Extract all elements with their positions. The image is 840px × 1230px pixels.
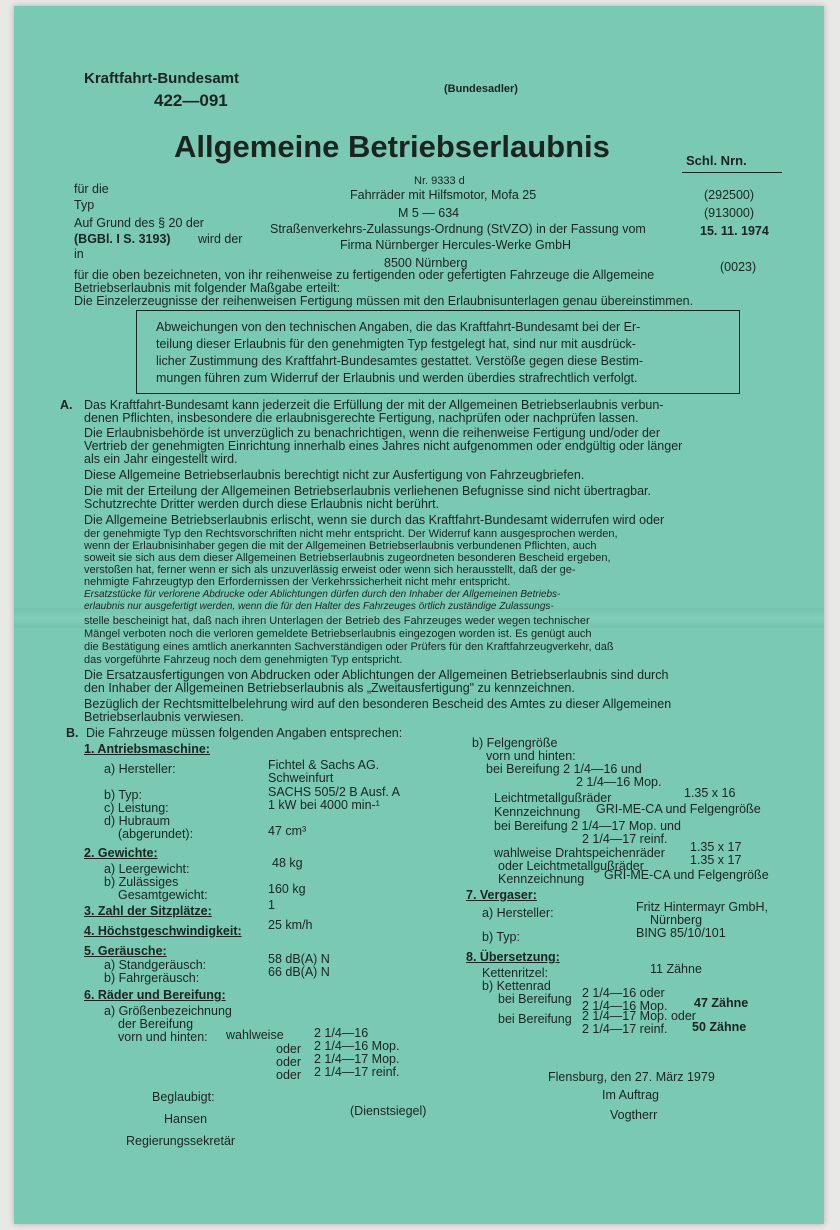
field-value: 1.35 x 17 [690,840,742,854]
heading-gewichte: 2. Gewichte: [84,846,158,860]
field-label: b) Zulässiges [104,875,179,889]
field-value: SACHS 505/2 B Ausf. A [268,785,401,799]
field-label: bei Bereifung 2 1/4—16 und [486,762,642,776]
field-value: 11 Zähne [650,962,702,976]
section-a-line: Mängel verboten noch die verloren gemeldete Betriebserlaubnis eingezogen worden ist. Es genügt auch [84,628,592,640]
code-1: (292500) [704,188,755,202]
field-label: vorn und hinten: [118,1030,208,1044]
form-number: 422—091 [154,91,228,110]
field-value: GRI-ME-CA und Felgengröße [596,802,761,816]
typ-label: Typ [74,198,95,212]
heading-antriebsmaschine: 1. Antriebsmaschine: [84,742,210,756]
heading-raeder: 6. Räder und Bereifung: [84,988,226,1002]
notice-line: teilung dieser Erlaubnis für den genehmigten Typ festgelegt hat, sind nur mit ausdrück- [156,337,636,351]
field-label: d) Hubraum [104,814,170,828]
heading-geraeusche: 5. Geräusche: [84,944,167,958]
section-a-line: verstoßen hat, ferner wenn er sich als unzuverlässig erweist oder wenn sich herausstellt, daß der ge- [84,564,576,576]
heading-sitzplaetze: 3. Zahl der Sitzplätze: [84,904,212,918]
place-date: Flensburg, den 27. März 1979 [548,1070,715,1084]
field-label: oder Leichtmetallgußräder [498,859,644,873]
intro-line: Die Einzelerzeugnisse der reihenweisen Fertigung müssen mit den Erlaubnisunterlagen genau übereinstimmen. [74,294,694,308]
section-a-line: erlaubnis nur ausgefertigt werden, wenn die für den Halter des Fahrzeuges örtlich zuständige Zulassungs- [84,601,554,612]
field-value: 47 cm³ [268,824,307,838]
field-value: GRI-ME-CA und Felgengröße [604,868,769,882]
firm-city: 8500 Nürnberg [384,256,468,270]
section-a-line: Betriebserlaubnis verwiesen. [84,710,244,724]
section-a-line: Die Erlaubnisbehörde ist unverzüglich zu benachrichtigen, wenn die reihenweise Fertigung und/oder der [84,426,661,440]
intro-line: für die oben bezeichneten, von ihr reihenweise zu fertigenden oder gefertigten Fahrzeuge die Allgemeine [74,268,655,282]
field-value: 2 1/4—16 Mop. [314,1039,400,1053]
field-label: bei Bereifung [498,992,572,1006]
intro-line: Betriebserlaubnis mit folgender Maßgabe erteilt: [74,281,341,295]
schl-nrn-rule [682,172,782,173]
notice-line: licher Zustimmung des Kraftfahrt-Bundesamtes gestattet. Verstöße gegen diese Bestim- [156,354,644,368]
section-a-line: Ersatzstücke für verlorene Abdrucke oder Ablichtungen dürfen durch den Inhaber der Allgemeinen Betriebs- [84,589,561,600]
field-value: 160 kg [268,882,306,896]
field-label: Kennzeichnung [498,872,585,886]
field-label: b) Typ: [104,788,142,802]
field-label: b) Typ: [482,930,520,944]
section-a-line: den Inhaber der Allgemeinen Betriebserlaubnis als „Zweitausfertigung" zu kennzeichnen. [84,681,575,695]
field-value: 2 1/4—17 reinf. [582,1022,668,1036]
field-label: oder [276,1055,302,1069]
field-value: 2 1/4—16 Mop. [582,999,668,1013]
section-a-line: Bezüglich der Rechtsmittelbelehrung wird auf den besonderen Bescheid des Amtes zu dieser Allgemeinen [84,697,672,711]
notice-line: mungen führen zum Widerruf der Erlaubnis und werden überdies strafrechtlich verfolgt. [156,371,638,385]
field-label: Kettenritzel: [482,966,549,980]
field-label: b) Fahrgeräusch: [104,971,200,985]
section-a-line: stelle bescheinigt hat, daß nach ihren Unterlagen der Betrieb des Fahrzeuges weder wegen technischer [84,615,590,627]
field-label: a) Hersteller: [104,762,176,776]
auf-grund-2: (BGBl. I S. 3193) [74,232,171,246]
field-value: 25 km/h [268,918,313,932]
field-value: 2 1/4—17 Mop. oder [582,1009,696,1023]
notice-line: Abweichungen von den technischen Angaben, die das Kraftfahrt-Bundesamt bei der Er- [156,320,641,334]
field-label: b) Kettenrad [482,979,551,993]
field-label: oder [276,1068,302,1082]
section-a-line: wenn der Erlaubnisinhaber gegen die mit der Allgemeinen Betriebserlaubnis verbundenen Pflichten, auch [84,540,597,552]
page-title: Allgemeine Betriebserlaubnis [174,129,610,164]
hansen-name: Hansen [164,1112,208,1126]
field-value: 1.35 x 16 [684,786,736,800]
field-label: Kennzeichnung [494,805,581,819]
field-label: oder [276,1042,302,1056]
field-value: 48 kg [272,856,303,870]
schl-nrn-label: Schl. Nrn. [686,153,747,168]
beglaubigt-label: Beglaubigt: [152,1090,215,1104]
firm-name: Firma Nürnberger Hercules-Werke GmbH [340,238,572,252]
field-value: 47 Zähne [694,996,749,1010]
field-value: Schweinfurt [268,771,334,785]
field-label: bei Bereifung [498,1012,572,1026]
field-value: Fritz Hintermayr GmbH, [636,900,768,914]
section-a-line: Schutzrechte Dritter werden durch diese Erlaubnis nicht berührt. [84,497,440,511]
signer-name: Vogtherr [610,1108,658,1122]
section-a-line: der genehmigte Typ den Rechtsvorschriften nicht mehr entspricht. Der Widerruf kann ausgesprochen werden, [84,528,618,540]
field-label: wahlweise [226,1028,284,1042]
code-2: (913000) [704,206,755,220]
field-label: c) Leistung: [104,801,169,815]
in-label: in [74,247,84,261]
law-date: 15. 11. 1974 [700,224,769,238]
field-value: Fichtel & Sachs AG. [268,758,380,772]
auf-grund-1: Auf Grund des § 20 der [74,216,204,230]
section-a-line: Vertrieb der genehmigten Einrichtung innerhalb eines Jahres nicht aufgenommen oder endgültig oder länger [84,439,683,453]
field-value: 2 1/4—17 Mop. [314,1052,400,1066]
section-a-line: soweit sie sich aus dem dieser Allgemeinen Betriebserlaubnis zugeordneten besonderen Bescheid ergeben, [84,552,611,564]
field-value: 1 kW bei 4000 min-¹ [268,798,380,812]
heading-vergaser: 7. Vergaser: [466,888,537,902]
section-a-line: die Bestätigung eines amtlich anerkannten Sachverständigen oder Prüfers für den Kraftfahrzeugverkehr, daß [84,641,614,653]
section-a-line: Die Ersatzausfertigungen von Abdrucken oder Ablichtungen der Allgemeinen Betriebserlaubnis sind durch [84,668,669,682]
section-a-line: Diese Allgemeine Betriebserlaubnis berechtigt nicht zur Ausfertigung von Fahrzeugbriefen. [84,468,585,482]
sekretaer-title: Regierungssekretär [126,1134,236,1148]
typ-value: M 5 — 634 [398,206,460,220]
code-3: (0023) [720,260,757,274]
field-label: 2 1/4—17 reinf. [582,832,668,846]
section-b-label: B. [66,726,79,740]
nr-value: Nr. 9333 d [414,175,465,187]
section-a-line: Die mit der Erteilung der Allgemeinen Betriebserlaubnis verliehenen Befugnisse sind nicht übertragbar. [84,484,651,498]
field-label: der Bereifung [118,1017,194,1031]
auf-grund-1b: Straßenverkehrs-Zulassungs-Ordnung (StVZO) in der Fassung vom [270,222,646,236]
heading-hoechstgeschwindigkeit: 4. Höchstgeschwindigkeit: [84,924,242,938]
field-label: a) Standgeräusch: [104,958,207,972]
field-value: BING 85/10/101 [636,926,726,940]
section-a-label: A. [60,398,73,412]
field-value: 2 1/4—17 reinf. [314,1065,400,1079]
field-value: Nürnberg [650,913,703,927]
fuer-die-label: für die [74,182,109,196]
field-label: wahlweise Drahtspeichenräder [494,846,665,860]
field-label: 2 1/4—16 Mop. [576,775,662,789]
field-label: a) Hersteller: [482,906,554,920]
field-label: Gesamtgewicht: [118,888,208,902]
section-a-line: nehmigte Fahrzeugtyp den Erfordernissen der Verkehrssicherheit nicht mehr entspricht. [84,576,511,588]
field-value: 1 [268,898,275,912]
authority-name: Kraftfahrt-Bundesamt [84,70,240,87]
field-value: 2 1/4—16 [314,1026,369,1040]
field-label: bei Bereifung 2 1/4—17 Mop. und [494,819,681,833]
field-value: 2 1/4—16 oder [582,986,665,1000]
document-sheet [14,6,824,1224]
field-label: a) Leergewicht: [104,862,190,876]
section-a-line: Das Kraftfahrt-Bundesamt kann jederzeit die Erfüllung der mit der Allgemeinen Betriebserlaubnis verbun- [84,398,664,412]
section-a-line: als ein Jahr eingestellt wird. [84,452,238,466]
auf-grund-2b: wird der [198,232,243,246]
field-value: 66 dB(A) N [268,965,330,979]
vehicle-kind: Fahrräder mit Hilfsmotor, Mofa 25 [350,188,537,202]
section-a-line: Die Allgemeine Betriebserlaubnis erlischt, wenn sie durch das Kraftfahrt-Bundesamt widerrufen wird oder [84,513,665,527]
field-value: 1.35 x 17 [690,853,742,867]
field-label: Leichtmetallgußräder [494,791,612,805]
section-a-line: denen Pflichten, insbesondere die erlaubnisgerechte Fertigung, nachprüfen oder nachprüfen lassen. [84,411,639,425]
field-label: a) Größenbezeichnung [104,1004,232,1018]
section-b-intro: Die Fahrzeuge müssen folgenden Angaben entsprechen: [86,726,403,740]
im-auftrag: Im Auftrag [602,1088,659,1102]
field-value: 58 dB(A) N [268,952,330,966]
section-a-line: das vorgeführte Fahrzeug noch dem genehmigten Typ entspricht. [84,654,403,666]
seal-top-label: (Bundesadler) [444,83,518,95]
field-label: (abgerundet): [118,827,194,841]
dienstsiegel-label: (Dienstsiegel) [350,1104,427,1118]
field-value: 50 Zähne [692,1020,747,1034]
heading-uebersetzung: 8. Übersetzung: [466,950,560,964]
field-label: vorn und hinten: [486,749,576,763]
field-label: b) Felgengröße [472,736,558,750]
